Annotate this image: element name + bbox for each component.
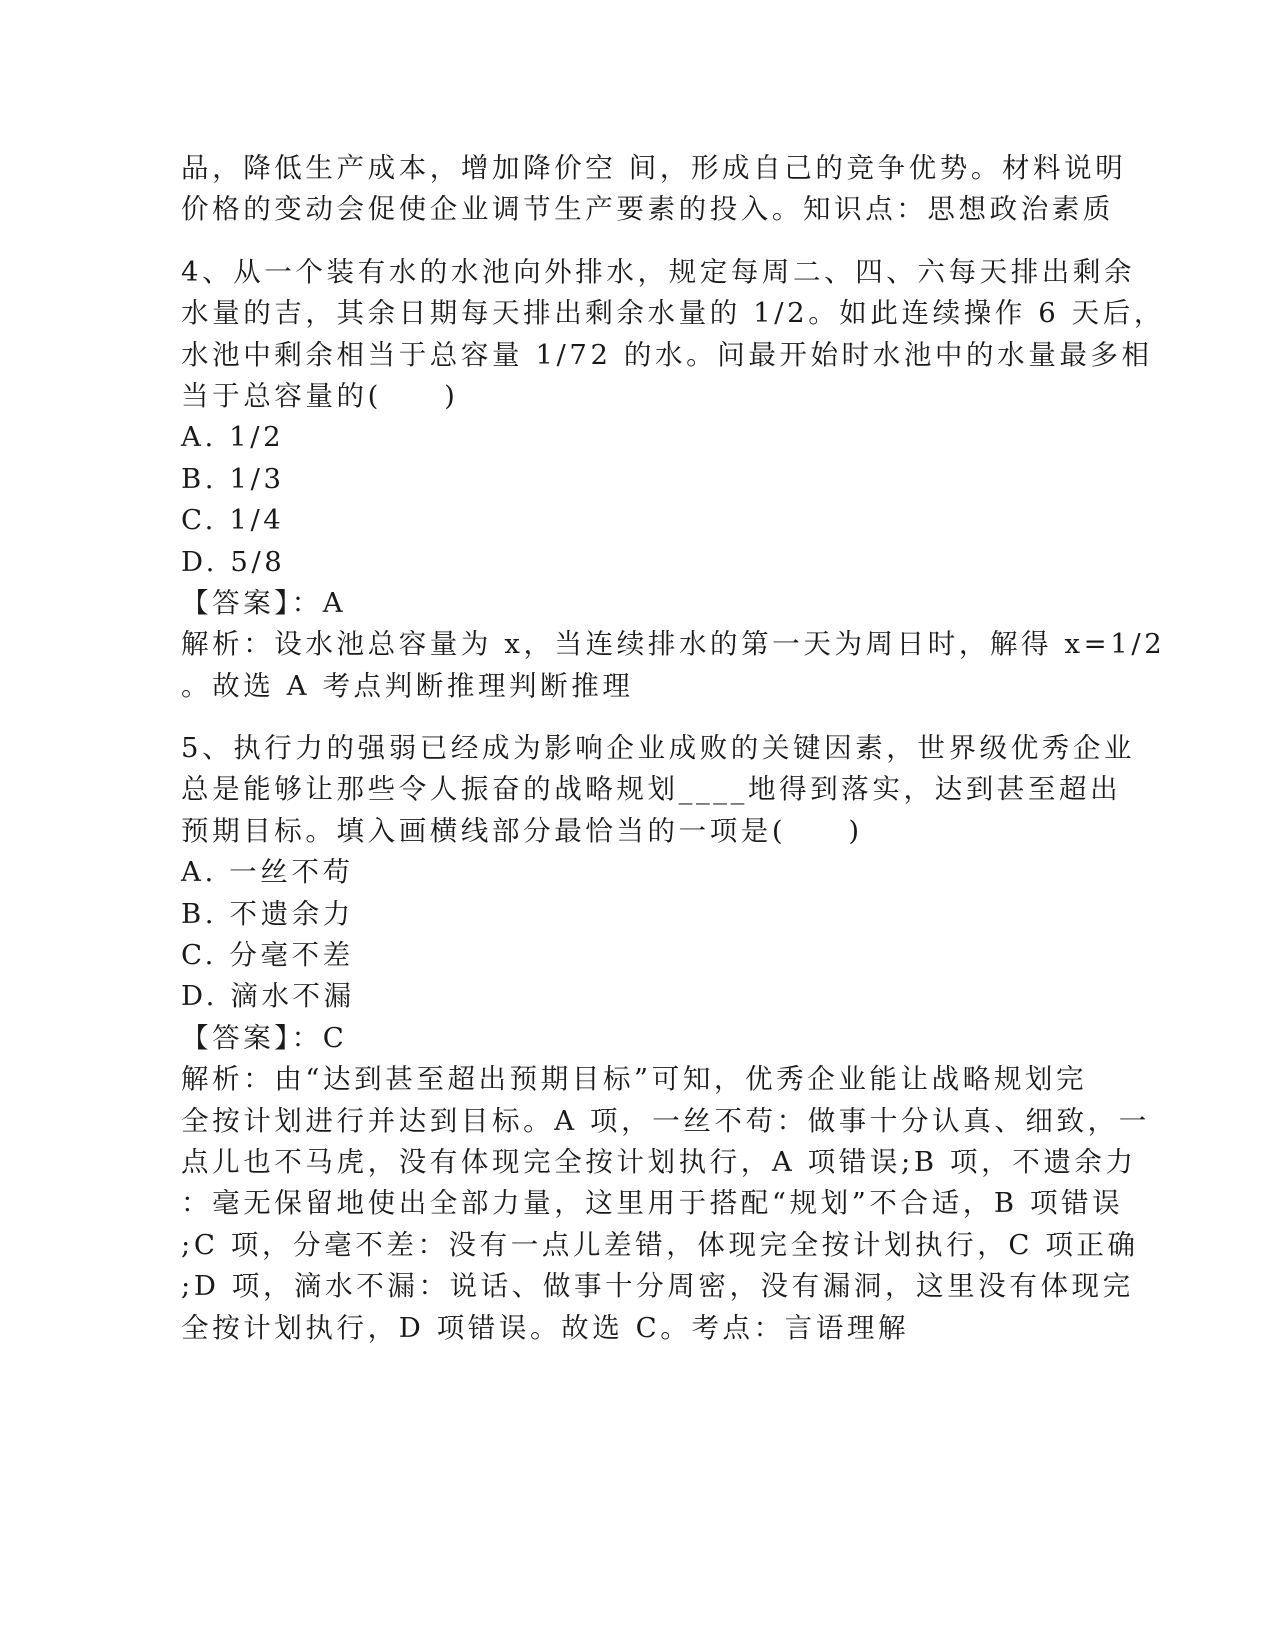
option-d: D. 滴水不漏 xyxy=(181,980,355,1013)
option-a: A. 1/2 xyxy=(181,421,285,454)
analysis-line: 解析：由“达到甚至超出预期目标”可知，优秀企业能让战略规划完 xyxy=(181,1063,1088,1096)
analysis-line: ;D 项，滴水不漏：说话、做事十分周密，没有漏洞，这里没有体现完 xyxy=(181,1270,1134,1303)
answer-line: 【答案】：A xyxy=(181,586,347,619)
option-a: A. 一丝不苟 xyxy=(181,856,354,889)
option-c: C. 1/4 xyxy=(181,504,285,537)
question-stem-line: 水量的吉，其余日期每天排出剩余水量的 1/2。如此连续操作 6 天后， xyxy=(181,297,1165,330)
option-d: D. 5/8 xyxy=(181,545,286,578)
text-line: 价格的变动会促使企业调节生产要素的投入。知识点：思想政治素质 xyxy=(181,193,1114,226)
previous-question-continuation xyxy=(181,148,1127,231)
analysis-line: 点儿也不马虎，没有体现完全按计划执行，A 项错误;B 项，不遗余力 xyxy=(181,1145,1137,1178)
option-b: B. 不遗余力 xyxy=(181,897,354,930)
answer-line: 【答案】：C xyxy=(181,1021,348,1054)
question-5 xyxy=(181,728,1150,1349)
analysis-line: 。故选 A 考点判断推理判断推理 xyxy=(181,669,634,702)
question-stem-line: 预期目标。填入画横线部分最恰当的一项是( ) xyxy=(181,814,863,847)
question-stem-line: 4、从一个装有水的水池向外排水，规定每周二、四、六每天排出剩余 xyxy=(181,255,1136,288)
text-line: 品，降低生产成本，增加降价空 间，形成自己的竞争优势。材料说明 xyxy=(181,152,1127,184)
question-4 xyxy=(181,252,1166,707)
question-stem-line: 水池中剩余相当于总容量 1/72 的水。问最开始时水池中的水量最多相 xyxy=(181,338,1153,371)
document-page xyxy=(181,148,1166,1349)
question-stem-line: 总是能够让那些令人振奋的战略规划____地得到落实，达到甚至超出 xyxy=(181,773,1122,806)
option-b: B. 1/3 xyxy=(181,462,285,495)
option-c: C. 分毫不差 xyxy=(181,939,354,972)
analysis-line: 全按计划执行，D 项错误。故选 C。考点：言语理解 xyxy=(181,1311,910,1344)
analysis-line: ;C 项，分毫不差：没有一点儿差错，体现完全按计划执行，C 项正确 xyxy=(181,1228,1139,1261)
question-stem-line: 5、执行力的强弱已经成为影响企业成败的关键因素，世界级优秀企业 xyxy=(181,732,1136,765)
analysis-line: ：毫无保留地使出全部力量，这里用于搭配“规划”不合适，B 项错误 xyxy=(181,1187,1124,1220)
analysis-line: 解析：设水池总容量为 x，当连续排水的第一天为周日时，解得 x=1/2 xyxy=(181,628,1166,661)
question-stem-line: 当于总容量的( ) xyxy=(181,379,459,412)
analysis-line: 全按计划进行并达到目标。A 项，一丝不苟：做事十分认真、细致，一 xyxy=(181,1104,1150,1137)
